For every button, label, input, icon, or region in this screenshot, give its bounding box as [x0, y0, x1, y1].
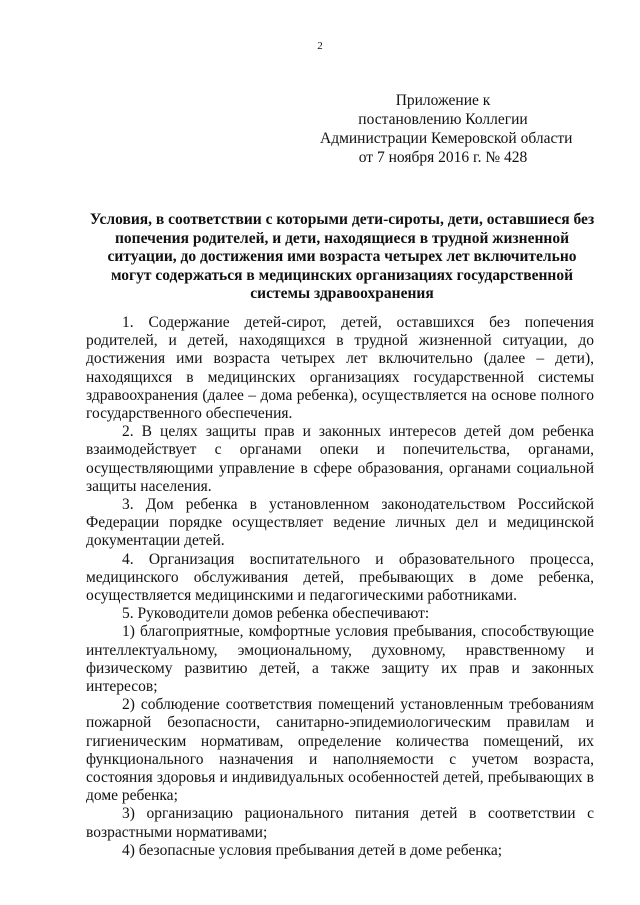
paragraph: 4) безопасные условия пребывания детей в доме ребенка; — [122, 841, 503, 859]
paragraph: 1) благоприятные, комфортные условия пребывания, способствующие интеллектуальному, эмоциональному, духовному, нравственному и физическому развитию детей, а также защиту их прав и законных интересов; — [86, 623, 594, 696]
paragraph: 2. В целях защиты прав и законных интересов детей дом ребенка взаимодействует с органами опеки и попечительства, органами, осуществляющими управление в сфере образования, органами социальной защиты населения. — [86, 423, 594, 495]
paragraph: 4. Организация воспитательного и образовательного процесса, медицинского обслуживания детей, пребывающих в доме ребенка, осуществляется медицинскими и педагогическими работниками. — [86, 550, 594, 605]
appendix-line: Администрации Кемеровской области — [320, 130, 573, 147]
paragraph: 2) соблюдение соответствия помещений установленным требованиям пожарной безопасности, санитарно-эпидемиологическим правилам и гигиеническим нормативам, определение количества помещений, их функционального назначения и наполняемости с учетом возраста, состояния здоровья и индивидуальных особенностей детей, пребывающих в доме ребенка; — [86, 696, 594, 805]
paragraph: 1. Содержание детей-сирот, детей, оставшихся без попечения родителей, и детей, находящихся в трудной жизненной ситуации, до достижения ими возраста четырех лет включительно (далее – дети), находящихся в медицинских организациях государственной системы здравоохранения (далее – дома ребенка), осуществляется на основе полного государственного обеспечения. — [86, 314, 594, 423]
appendix-line: постановлению Коллегии — [358, 111, 528, 128]
appendix-line: от 7 ноября 2016 г. № 428 — [358, 149, 528, 166]
appendix-header — [320, 91, 573, 167]
document-title: Условия, в соответствии с которыми дети-сироты, дети, оставшиеся без попечения родителей, и дети, находящиеся в трудной жизненной ситуации, до достижения ими возраста четырех лет включительно могут содержаться в медицинских организациях государственной системы здравоохранения — [89, 211, 595, 302]
paragraph: 5. Руководители домов ребенка обеспечивают: — [122, 605, 430, 623]
paragraph: 3. Дом ребенка в установленном законодательством Российской Федерации порядке осуществляет ведение личных дел и медицинской документации детей. — [86, 496, 594, 550]
page-number: 2 — [317, 40, 323, 52]
document-body — [86, 314, 594, 860]
appendix-line: Приложение к — [395, 92, 491, 109]
paragraph: 3) организацию рационального питания детей в соответствии с возрастными нормативами; — [86, 805, 594, 841]
